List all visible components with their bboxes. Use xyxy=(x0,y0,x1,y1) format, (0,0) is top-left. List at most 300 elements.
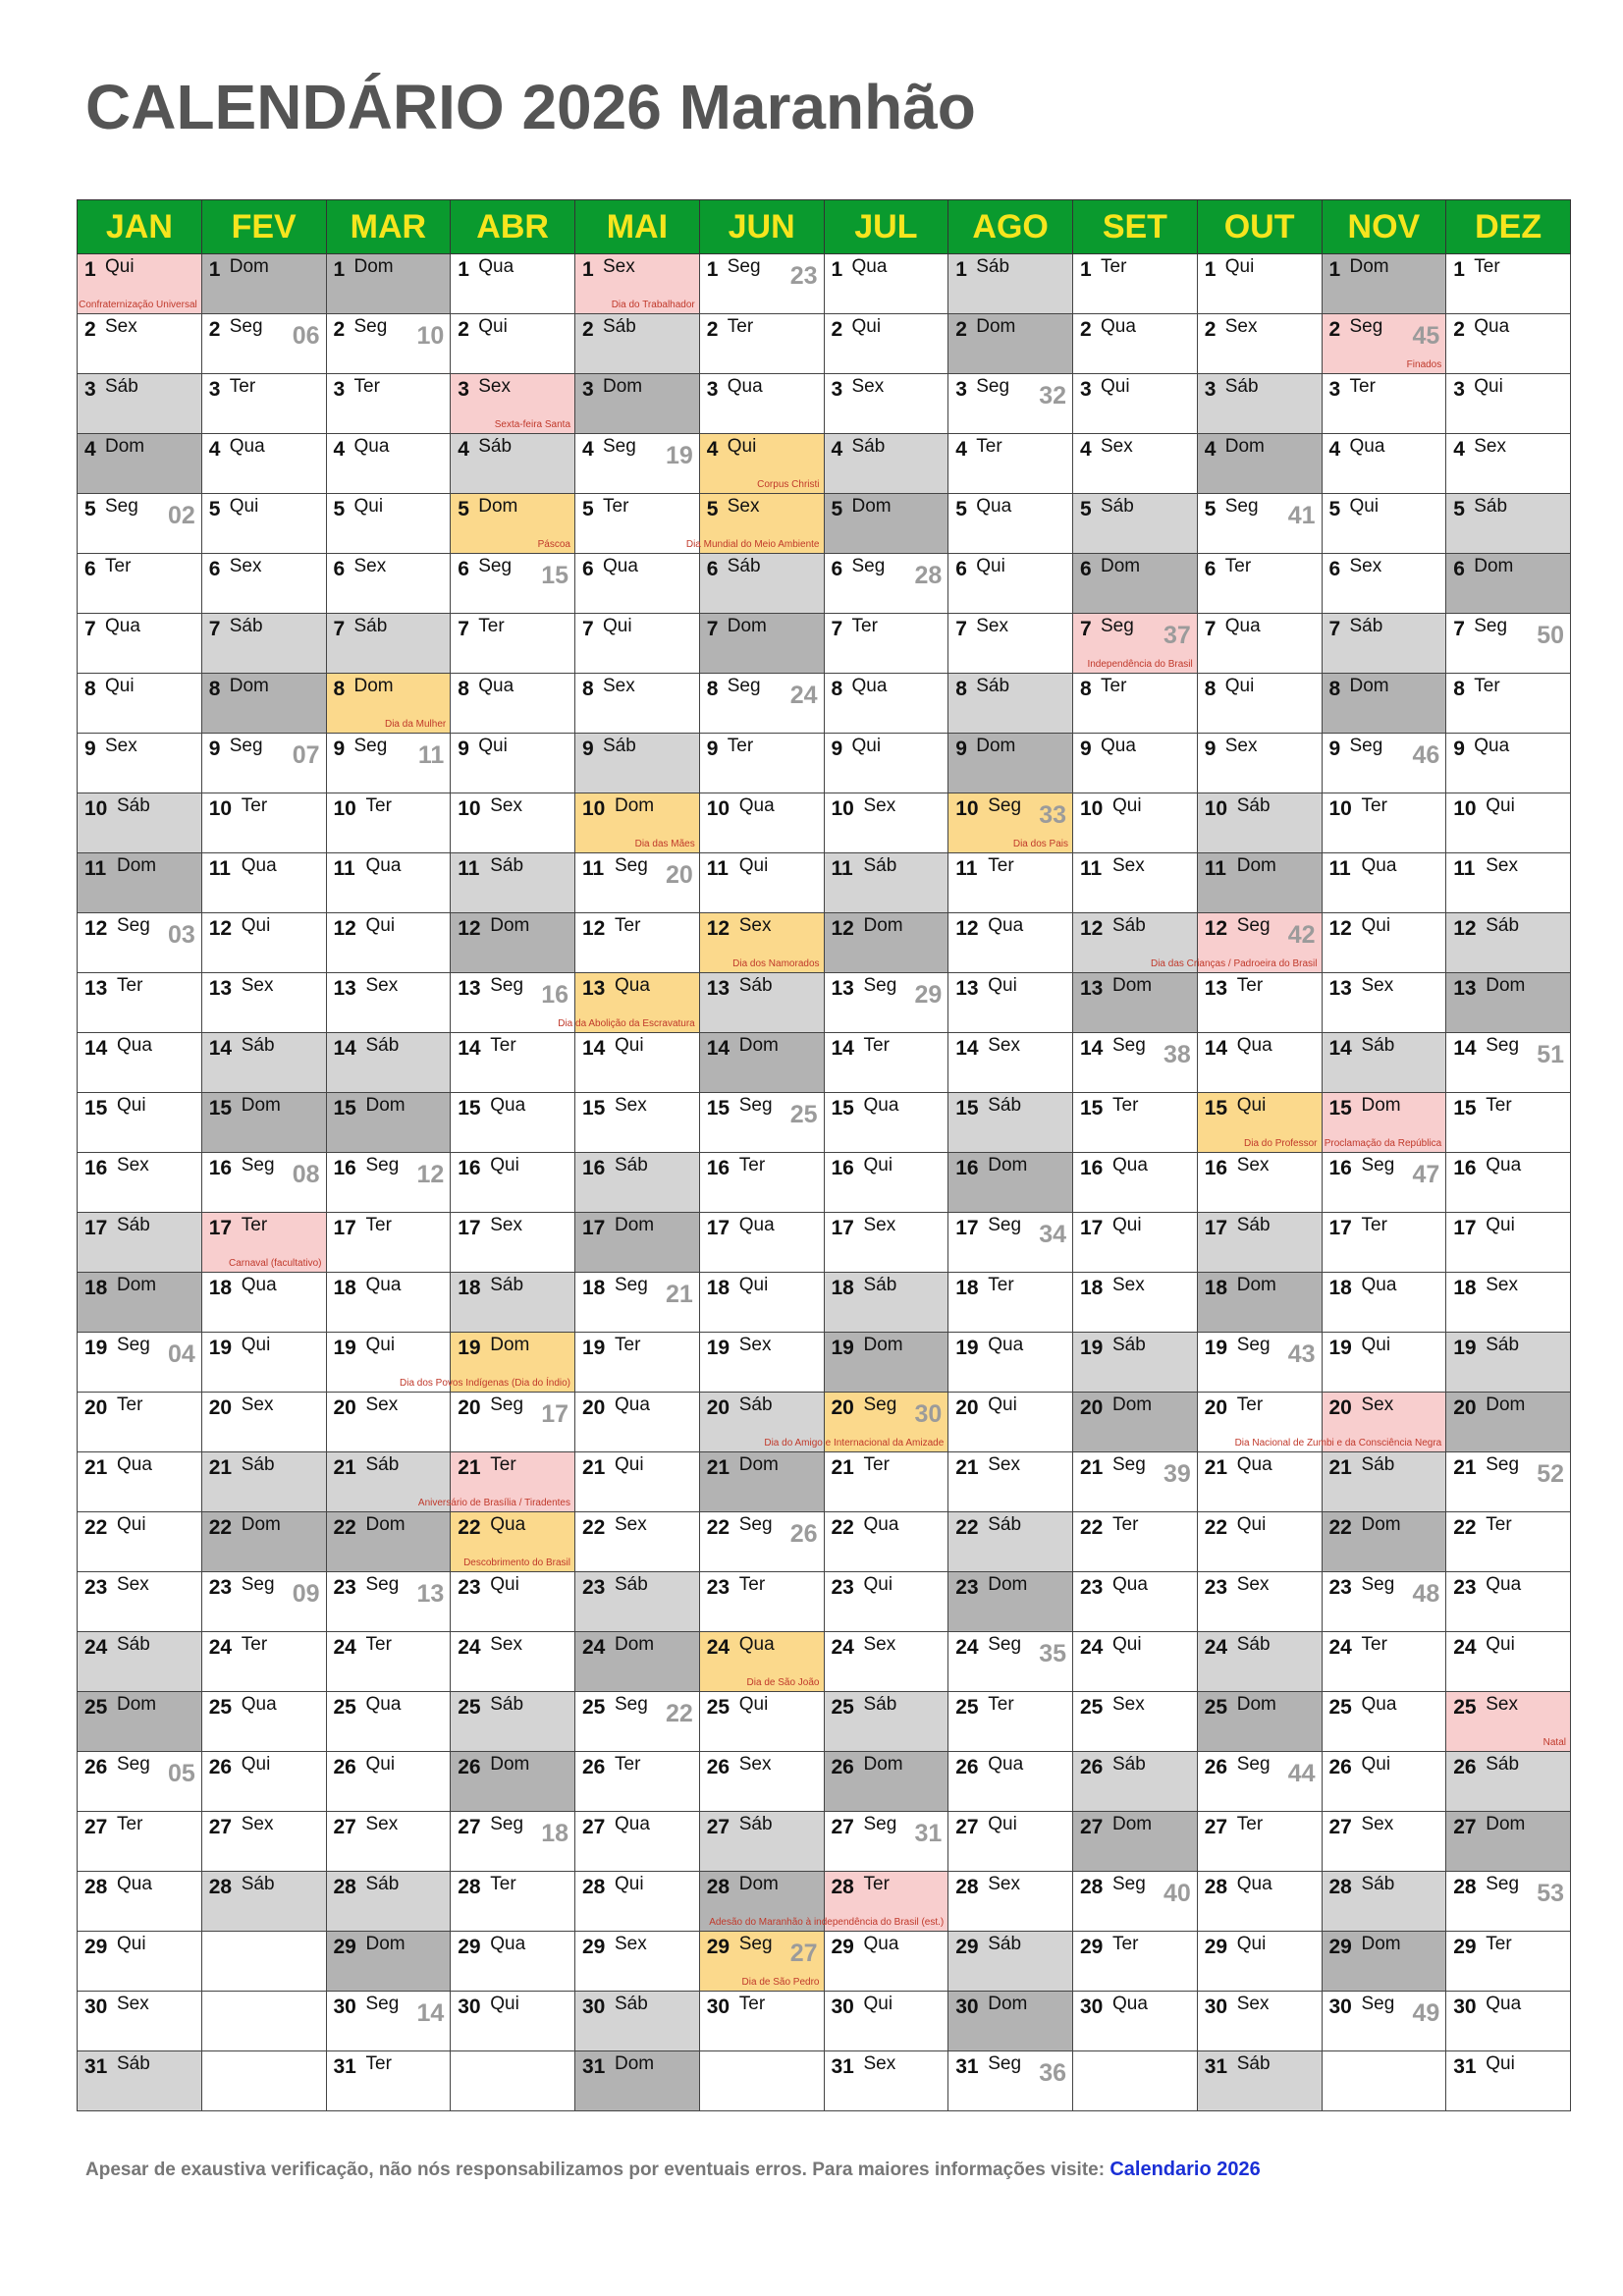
day-number: 10 xyxy=(333,797,356,820)
day-cell xyxy=(326,734,451,793)
day-number: 16 xyxy=(458,1157,481,1179)
day-number: 21 xyxy=(1204,1456,1228,1479)
day-number: 26 xyxy=(1453,1756,1477,1778)
day-number: 28 xyxy=(458,1876,481,1898)
day-number: 18 xyxy=(208,1277,233,1299)
day-cell xyxy=(558,973,700,1033)
day-number: 6 xyxy=(333,558,346,580)
day-cell xyxy=(1446,494,1571,554)
weekday-label: Dom xyxy=(241,1514,281,1535)
day-number: 10 xyxy=(84,797,108,820)
day-number: 27 xyxy=(1328,1816,1352,1838)
day-number: 19 xyxy=(1204,1337,1228,1359)
day-number: 20 xyxy=(333,1396,356,1419)
week-number: 42 xyxy=(1287,921,1316,949)
weekday-label: Qui xyxy=(365,1754,396,1775)
weekday-label: Dom xyxy=(1101,556,1141,576)
weekday-label: Sáb xyxy=(1474,496,1508,517)
day-number: 15 xyxy=(333,1097,356,1120)
day-cell xyxy=(824,734,948,793)
weekday-label: Qui xyxy=(105,256,135,277)
holiday-note: Dia das Mães xyxy=(634,839,695,849)
week-number: 38 xyxy=(1163,1041,1191,1068)
weekday-label: Qui xyxy=(1236,1934,1267,1954)
day-number: 15 xyxy=(84,1097,108,1120)
weekday-label: Seg xyxy=(1361,1994,1395,2014)
day-cell xyxy=(1197,1213,1322,1273)
day-number: 31 xyxy=(831,2055,854,2078)
day-cell xyxy=(575,614,700,674)
day-number: 16 xyxy=(955,1157,979,1179)
day-number: 21 xyxy=(582,1456,606,1479)
day-cell xyxy=(575,674,700,734)
day-number: 30 xyxy=(84,1995,108,2018)
day-number: 11 xyxy=(706,857,729,880)
day-cell xyxy=(1446,853,1571,913)
day-cell xyxy=(451,1153,575,1213)
day-number: 17 xyxy=(1453,1217,1477,1239)
day-number: 17 xyxy=(831,1217,854,1239)
day-number: 18 xyxy=(84,1277,108,1299)
day-number: 30 xyxy=(333,1995,356,2018)
day-cell xyxy=(1322,1273,1446,1333)
day-cell xyxy=(451,434,575,494)
weekday-label: Ter xyxy=(365,1634,392,1655)
day-number: 11 xyxy=(84,857,107,880)
weekday-label: Seg xyxy=(615,855,648,876)
day-cell xyxy=(824,1692,948,1752)
weekday-label: Dom xyxy=(1474,556,1514,576)
day-cell xyxy=(699,793,824,853)
day-cell xyxy=(575,314,700,374)
day-cell xyxy=(201,494,326,554)
holiday-note: Dia da Mulher xyxy=(384,719,447,730)
day-number: 12 xyxy=(1080,917,1104,940)
weekday-label: Ter xyxy=(738,1574,766,1595)
day-row xyxy=(78,1932,1571,1992)
day-number: 13 xyxy=(706,977,730,1000)
day-number: 4 xyxy=(1204,438,1217,461)
day-number: 9 xyxy=(1080,738,1092,760)
day-cell xyxy=(1073,973,1198,1033)
day-cell xyxy=(948,1033,1073,1093)
day-cell xyxy=(326,1632,451,1692)
day-number: 22 xyxy=(208,1516,233,1539)
weekday-label: Sex xyxy=(1236,1574,1270,1595)
weekday-label: Sex xyxy=(988,1035,1020,1056)
weekday-label: Sáb xyxy=(603,736,636,756)
weekday-label: Ter xyxy=(353,376,380,397)
weekday-label: Dom xyxy=(1236,1275,1276,1295)
day-cell xyxy=(326,1932,451,1992)
weekday-label: Seg xyxy=(1349,736,1383,756)
weekday-label: Seg xyxy=(615,1694,648,1715)
weekday-label: Sex xyxy=(241,1814,274,1834)
day-number: 23 xyxy=(831,1576,854,1599)
weekday-label: Qua xyxy=(117,1035,152,1056)
day-cell xyxy=(948,674,1073,734)
weekday-label: Sex xyxy=(365,1814,399,1834)
weekday-label: Sex xyxy=(1112,1275,1145,1295)
weekday-label: Sex xyxy=(851,376,885,397)
day-number: 9 xyxy=(1328,738,1341,760)
day-number: 21 xyxy=(458,1456,481,1479)
month-header-fev: FEV xyxy=(201,200,326,254)
day-number: 4 xyxy=(84,438,96,461)
weekday-label: Sáb xyxy=(490,1694,524,1715)
day-cell xyxy=(1322,1992,1446,2051)
day-number: 17 xyxy=(1204,1217,1228,1239)
day-cell xyxy=(201,973,326,1033)
day-number: 2 xyxy=(955,318,967,341)
day-number: 23 xyxy=(458,1576,481,1599)
day-number: 1 xyxy=(1328,258,1341,281)
day-number: 30 xyxy=(706,1995,730,2018)
weekday-label: Dom xyxy=(365,1095,406,1116)
day-number: 1 xyxy=(208,258,221,281)
day-number: 19 xyxy=(208,1337,233,1359)
day-number: 17 xyxy=(333,1217,356,1239)
day-number: 27 xyxy=(706,1816,730,1838)
day-number: 20 xyxy=(458,1396,481,1419)
weekday-label: Qua xyxy=(365,855,402,876)
week-number: 37 xyxy=(1163,622,1191,649)
weekday-label: Sáb xyxy=(851,436,886,457)
day-cell xyxy=(575,1692,700,1752)
weekday-label: Ter xyxy=(365,1215,392,1235)
empty-cell xyxy=(699,2051,824,2111)
weekday-label: Qua xyxy=(615,975,650,996)
day-number: 30 xyxy=(1204,1995,1228,2018)
day-cell xyxy=(1197,853,1322,913)
day-cell xyxy=(824,913,948,973)
footer-link[interactable]: Calendario 2026 xyxy=(1109,2159,1261,2180)
weekday-label: Dom xyxy=(1112,1814,1153,1834)
weekday-label: Sáb xyxy=(241,1874,275,1894)
day-cell xyxy=(451,1812,575,1872)
day-cell xyxy=(1446,1572,1571,1632)
weekday-label: Qua xyxy=(988,1335,1024,1355)
day-cell xyxy=(699,1213,824,1273)
weekday-label: Qui xyxy=(1224,676,1255,696)
day-cell xyxy=(575,554,700,614)
week-number: 18 xyxy=(541,1820,568,1847)
day-number: 25 xyxy=(582,1696,606,1719)
day-cell xyxy=(948,1932,1073,1992)
weekday-label: Sáb xyxy=(1486,915,1520,936)
day-number: 3 xyxy=(1204,378,1217,401)
weekday-label: Qui xyxy=(478,316,508,337)
day-cell xyxy=(1073,1992,1198,2051)
day-number: 17 xyxy=(706,1217,730,1239)
weekday-label: Ter xyxy=(1474,256,1500,277)
day-cell xyxy=(764,1393,948,1452)
week-number: 11 xyxy=(417,741,445,769)
week-number: 33 xyxy=(1039,801,1066,829)
weekday-label: Sex xyxy=(117,1155,149,1175)
week-number: 21 xyxy=(665,1281,693,1308)
day-number: 31 xyxy=(84,2055,108,2078)
weekday-label: Seg xyxy=(738,1095,773,1116)
weekday-label: Qua xyxy=(1486,1155,1522,1175)
weekday-label: Sex xyxy=(863,1215,896,1235)
calendar-body xyxy=(78,254,1571,2111)
day-number: 26 xyxy=(1204,1756,1228,1778)
day-number: 12 xyxy=(1453,917,1477,940)
weekday-label: Ter xyxy=(863,1874,890,1894)
day-number: 13 xyxy=(458,977,481,1000)
day-cell xyxy=(201,913,326,973)
weekday-label: Sáb xyxy=(603,316,636,337)
day-cell xyxy=(326,2051,451,2111)
month-header-ago: AGO xyxy=(948,200,1073,254)
day-cell xyxy=(1197,793,1322,853)
week-number: 43 xyxy=(1287,1340,1316,1368)
weekday-label: Seg xyxy=(727,676,761,696)
weekday-label: Dom xyxy=(117,855,157,876)
weekday-label: Dom xyxy=(490,1754,530,1775)
day-number: 6 xyxy=(1204,558,1217,580)
weekday-label: Qui xyxy=(615,1454,644,1475)
weekday-label: Ter xyxy=(1101,256,1127,277)
weekday-label: Seg xyxy=(229,316,263,337)
day-number: 5 xyxy=(333,498,346,520)
day-cell xyxy=(575,434,700,494)
day-number: 14 xyxy=(208,1037,233,1060)
day-number: 7 xyxy=(1204,618,1217,640)
weekday-label: Sáb xyxy=(1236,1634,1271,1655)
weekday-label: Qui xyxy=(738,855,769,876)
day-number: 16 xyxy=(84,1157,108,1179)
day-number: 25 xyxy=(458,1696,481,1719)
day-cell xyxy=(824,793,948,853)
weekday-label: Seg xyxy=(988,2053,1022,2074)
weekday-label: Seg xyxy=(241,1155,275,1175)
day-number: 19 xyxy=(1453,1337,1477,1359)
weekday-label: Ter xyxy=(478,616,505,636)
day-cell xyxy=(201,674,326,734)
holiday-note: Aniversário de Brasília / Tiradentes xyxy=(417,1498,570,1508)
weekday-label: Sáb xyxy=(738,1394,773,1415)
weekday-label: Dom xyxy=(105,436,145,457)
day-number: 12 xyxy=(955,917,979,940)
day-cell xyxy=(824,1632,948,1692)
weekday-label: Dom xyxy=(1236,1694,1276,1715)
weekday-label: Dom xyxy=(1349,256,1389,277)
day-cell xyxy=(1446,1512,1571,1572)
day-number: 26 xyxy=(1080,1756,1104,1778)
day-cell xyxy=(417,1452,575,1512)
day-number: 3 xyxy=(1080,378,1092,401)
day-cell xyxy=(824,1033,948,1093)
weekday-label: Qui xyxy=(1486,1215,1515,1235)
weekday-label: Sex xyxy=(603,256,635,277)
day-cell xyxy=(1446,674,1571,734)
weekday-label: Qua xyxy=(976,496,1012,517)
day-row xyxy=(78,1393,1571,1452)
weekday-label: Sex xyxy=(1349,556,1382,576)
weekday-label: Ter xyxy=(727,316,754,337)
day-cell xyxy=(201,314,326,374)
weekday-label: Qui xyxy=(241,1754,271,1775)
weekday-label: Qua xyxy=(1349,436,1385,457)
weekday-label: Ter xyxy=(988,1275,1014,1295)
weekday-label: Ter xyxy=(1361,1215,1387,1235)
day-number: 19 xyxy=(706,1337,730,1359)
weekday-label: Ter xyxy=(490,1454,516,1475)
weekday-label: Qua xyxy=(851,256,888,277)
day-number: 28 xyxy=(706,1876,730,1898)
day-number: 1 xyxy=(582,258,594,281)
weekday-label: Dom xyxy=(490,1335,530,1355)
weekday-label: Dom xyxy=(1486,1814,1526,1834)
day-cell xyxy=(1322,1333,1446,1393)
day-cell xyxy=(1322,1872,1446,1932)
weekday-label: Qua xyxy=(1361,1694,1397,1715)
weekday-label: Qui xyxy=(1112,1634,1142,1655)
weekday-label: Qua xyxy=(1486,1994,1522,2014)
day-number: 20 xyxy=(84,1396,108,1419)
day-number: 7 xyxy=(1080,618,1092,640)
day-number: 8 xyxy=(1328,678,1341,700)
month-header-nov: NOV xyxy=(1322,200,1446,254)
day-number: 31 xyxy=(582,2055,606,2078)
day-number: 29 xyxy=(955,1936,979,1958)
day-row xyxy=(78,973,1571,1033)
day-number: 27 xyxy=(1080,1816,1104,1838)
day-cell xyxy=(1073,614,1198,674)
weekday-label: Dom xyxy=(615,795,655,816)
weekday-label: Dom xyxy=(1486,975,1526,996)
day-number: 7 xyxy=(1453,618,1465,640)
day-cell xyxy=(948,314,1073,374)
weekday-label: Sex xyxy=(738,1335,772,1355)
weekday-label: Sáb xyxy=(615,1574,648,1595)
weekday-label: Sáb xyxy=(241,1454,275,1475)
weekday-label: Sex xyxy=(727,496,760,517)
day-number: 16 xyxy=(1328,1157,1352,1179)
day-number: 5 xyxy=(1453,498,1465,520)
day-number: 21 xyxy=(1328,1456,1352,1479)
day-number: 18 xyxy=(582,1277,606,1299)
weekday-label: Sex xyxy=(117,1994,149,2014)
weekday-label: Ter xyxy=(1474,676,1500,696)
week-number: 32 xyxy=(1039,382,1066,410)
day-cell xyxy=(699,913,824,973)
weekday-label: Qui xyxy=(1486,1634,1515,1655)
day-row xyxy=(78,554,1571,614)
day-cell xyxy=(451,1632,575,1692)
day-number: 2 xyxy=(208,318,221,341)
day-number: 2 xyxy=(706,318,719,341)
day-number: 13 xyxy=(582,977,606,1000)
weekday-label: Qui xyxy=(1486,2053,1515,2074)
day-cell xyxy=(78,1812,202,1872)
weekday-label: Dom xyxy=(1236,855,1276,876)
day-number: 9 xyxy=(706,738,719,760)
weekday-label: Qui xyxy=(1112,1215,1142,1235)
weekday-label: Sex xyxy=(353,556,387,576)
day-number: 7 xyxy=(458,618,469,640)
footer xyxy=(85,2159,1261,2181)
day-cell xyxy=(1197,1812,1322,1872)
month-header-jun: JUN xyxy=(699,200,824,254)
day-number: 11 xyxy=(1204,857,1226,880)
weekday-label: Sáb xyxy=(988,1934,1022,1954)
day-cell xyxy=(1197,434,1322,494)
day-cell xyxy=(326,853,451,913)
day-number: 12 xyxy=(706,917,730,940)
day-cell xyxy=(1197,1153,1322,1213)
day-number: 2 xyxy=(1453,318,1465,341)
day-cell xyxy=(1322,1512,1446,1572)
day-cell xyxy=(1073,554,1198,614)
day-cell xyxy=(1322,554,1446,614)
day-cell xyxy=(948,1572,1073,1632)
day-number: 6 xyxy=(582,558,594,580)
weekday-label: Dom xyxy=(988,1155,1028,1175)
day-number: 26 xyxy=(831,1756,854,1778)
holiday-note: Páscoa xyxy=(537,539,570,550)
day-number: 30 xyxy=(458,1995,481,2018)
day-number: 26 xyxy=(955,1756,979,1778)
day-cell xyxy=(201,1752,326,1812)
week-number: 24 xyxy=(789,682,818,709)
weekday-label: Qua xyxy=(365,1275,402,1295)
week-number: 49 xyxy=(1412,1999,1440,2027)
weekday-label: Dom xyxy=(229,676,269,696)
day-cell xyxy=(201,1812,326,1872)
day-number: 12 xyxy=(1328,917,1352,940)
day-number: 7 xyxy=(1328,618,1341,640)
day-number: 14 xyxy=(1204,1037,1228,1060)
day-cell xyxy=(1446,1033,1571,1093)
day-number: 14 xyxy=(1328,1037,1352,1060)
day-cell xyxy=(326,1752,451,1812)
day-cell xyxy=(78,1273,202,1333)
day-number: 30 xyxy=(1080,1995,1104,2018)
weekday-label: Qui xyxy=(1361,1754,1391,1775)
day-number: 13 xyxy=(1204,977,1228,1000)
weekday-label: Qui xyxy=(1486,795,1515,816)
weekday-label: Seg xyxy=(117,1335,150,1355)
day-cell xyxy=(201,254,326,314)
day-cell xyxy=(1446,1812,1571,1872)
weekday-label: Sex xyxy=(241,1394,274,1415)
holiday-note: Dia Mundial do Meio Ambiente xyxy=(685,539,820,550)
day-number: 5 xyxy=(84,498,96,520)
day-cell xyxy=(1197,254,1322,314)
day-cell xyxy=(1073,314,1198,374)
day-row xyxy=(78,1572,1571,1632)
day-number: 13 xyxy=(333,977,356,1000)
weekday-label: Qua xyxy=(615,1394,650,1415)
day-cell xyxy=(201,1872,326,1932)
day-cell xyxy=(824,973,948,1033)
day-cell xyxy=(699,1452,824,1512)
day-cell xyxy=(451,1572,575,1632)
day-cell xyxy=(1073,1932,1198,1992)
day-cell xyxy=(451,1393,575,1452)
weekday-label: Sex xyxy=(1361,975,1394,996)
day-row xyxy=(78,314,1571,374)
week-number: 27 xyxy=(789,1940,818,1967)
day-cell xyxy=(575,1812,700,1872)
holiday-note: Finados xyxy=(1406,359,1442,370)
day-cell xyxy=(1322,1033,1446,1093)
day-cell xyxy=(1322,1692,1446,1752)
weekday-label: Dom xyxy=(353,676,394,696)
